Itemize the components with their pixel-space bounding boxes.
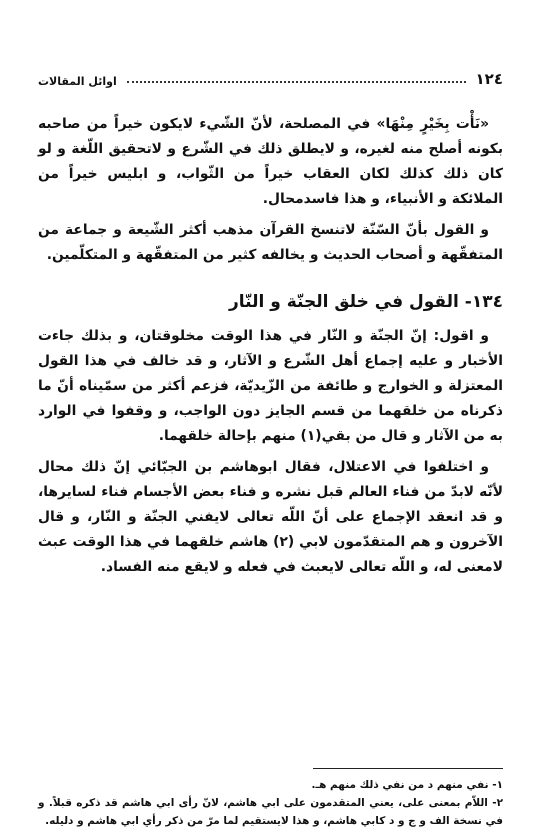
- paragraph-1: «نَأْت بِخَيْرٍ مِنْهَا» في المصلحة، لأنّ الشّيء لايكون خيراً من صاحبه بكونه أصلح منه لغيره، و لايطلق ذلك في الشّرع و لاتحقيق اللّغة و لو كان ذلك كذلك لكان العقاب خيراً من الثّواب، و ابليس خيراً من الملائكة و الأنبياء، و هذا فاسدمحال.: [38, 116, 503, 207]
- main-text: [38, 112, 503, 580]
- paragraph-2: و القول بأنّ السّنّة لاتنسخ القرآن مذهب أكثر الشّيعة و جماعة من المتفقّهة و أصحاب الحديث و يخالفه كثير من المتفقّهة و المتكلّمين.: [38, 222, 503, 263]
- paragraph-4: و اختلفوا في الاعتلال، فقال ابوهاشم بن الجبّائي إنّ ذلك محال لأنّه لابدّ من فناء العالم قبل نشره و فناء بعض الأجسام فناء لسايرها، و قد انعقد الإجماع على أنّ اللّه تعالى لايفني الجنّة و النّار، و قال الآخرون و هم المتقدّمون لابي (٢) هاشم خلقهما في هذا الوقت عبث لامعنى له، و اللّه تعالى لايعبث في فعله و لايقع منه الفساد.: [38, 459, 503, 575]
- footnotes: [38, 776, 503, 830]
- page-header: [38, 68, 503, 88]
- running-title: اوائل المقالات: [38, 75, 117, 88]
- footnote-1: ١- نفي منهم د من نفي ذلك منهم هـ.: [311, 779, 503, 791]
- dotted-leader: [127, 81, 466, 83]
- paragraph-3: و اقول: إنّ الجنّة و النّار في هذا الوقت مخلوقتان، و بذلك جاءت الأخبار و عليه إجماع أهل الشّرع و الآثار، و قد خالف في هذا القول المعتزلة و الخوارج و طائفة من الزّيديّة، فزعم أكثر من سمّيناه أنّ ما ذكرناه من خلقهما من قسم الجايز دون الواجب، و وقفوا في الوارد به من الآثار و قال من بقي(١) منهم بإحالة خلقهما.: [38, 328, 503, 444]
- footnote-2: ٢- اللاّم بمعنى على، يعني المتقدمون على ابي هاشم، لانّ رأى ابي هاشم قد ذكره قبلاً. و في نسخة الف و ج و د كابي هاشم، و هذا لايستقيم لما مرّ من ذكر رأي ابي هاشم و دليله.: [38, 797, 503, 827]
- page-number: ١٢٤: [475, 70, 503, 88]
- footnote-divider: [313, 768, 503, 769]
- section-heading: ١٣٤- القول في خلق الجنّة و النّار: [228, 292, 503, 312]
